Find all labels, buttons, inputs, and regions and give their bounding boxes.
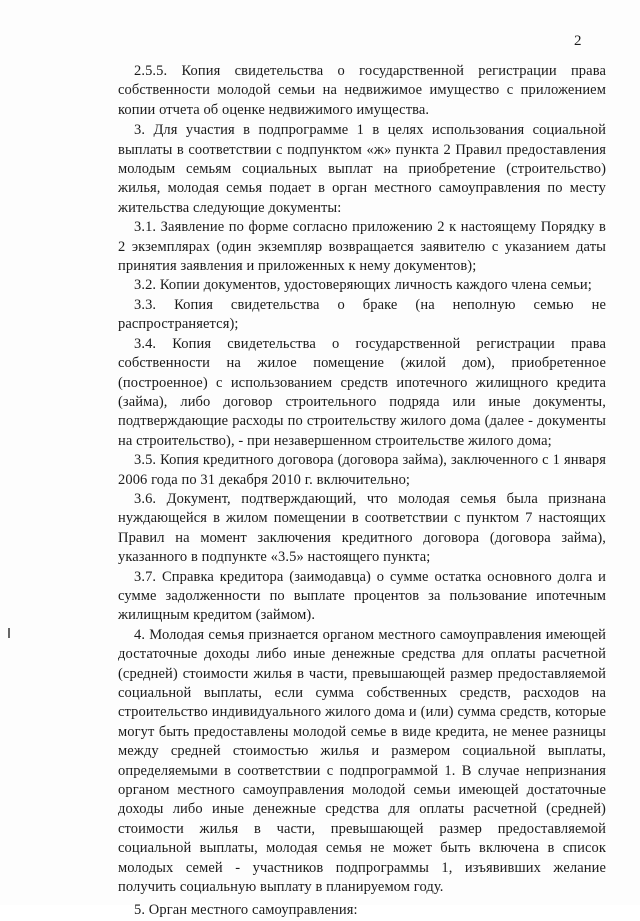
paragraph-3-5: 3.5. Копия кредитного договора (договора займа), заключенного с 1 января 2006 года по 31 декабря 2010 г. включительно;	[118, 452, 606, 488]
paragraph-3: 3. Для участия в подпрограмме 1 в целях использования социальной выплаты в соответствии с подпунктом «ж» пункта 2 Правил предоставления молодым семьям социальных выплат на приобретение (строительство) жилья, молодая семья подает в орган местного самоуправления по месту жительства следующие документы:	[118, 122, 606, 216]
paragraph-4: 4. Молодая семья признается органом местного самоуправления имеющей достаточные доходы либо иные денежные средства для оплаты расчетной (средней) стоимости жилья в части, превышающей размер предоставляемой социальной выплаты, если сумма собственных средств, расходов на строительство индивидуального жилого дома и (или) сумма средств, которые могут быть предоставлены молодой семье в виде кредита, не менее разницы между средней стоимостью жилья и размером социальной выплаты, определяемыми в соответствии с подпрограммой 1. В случае непризнания органом местного самоуправления молодой семьи имеющей достаточные доходы либо иные денежные средства для оплаты расчетной (средней) стоимости жилья в части, превышающей размер предоставляемой социальной выплаты, молодая семья не может быть включена в список молодых семей - участников подпрограммы 1, изъявивших желание получить социальную выплату в планируемом году.	[118, 626, 606, 896]
paragraph-5: 5. Орган местного самоуправления:	[134, 902, 358, 919]
paragraph-3-2: 3.2. Копии документов, удостоверяющих личность каждого члена семьи;	[134, 277, 592, 294]
paragraph-3-4: 3.4. Копия свидетельства о государственной регистрации права собственности на жилое помещение (жилой дом), приобретенное (построенное) с использованием средств ипотечного жилищного кредита (займа), либо договор строительного подряда или иные документы, подтверждающие расходы по строительству жилого дома (далее - документы на строительство), - при незавершенном строительстве жилого дома;	[118, 335, 606, 449]
paragraph-2-5-5: 2.5.5. Копия свидетельства о государственной регистрации права собственности молодой семьи на недвижимое имущество с приложением копии отчета об оценке недвижимого имущества.	[118, 63, 606, 118]
document-body	[118, 62, 606, 921]
paragraph-3-7: 3.7. Справка кредитора (заимодавца) о сумме остатка основного долга и сумме задолженности по выплате процентов за пользование ипотечным жилищным кредитом (займом).	[118, 568, 606, 624]
paragraph-3-1: 3.1. Заявление по форме согласно приложению 2 к настоящему Порядку в 2 экземплярах (один экземпляр возвращается заявителю с указанием даты принятия заявления и приложенных к нему документов);	[118, 219, 606, 275]
page-number: 2	[574, 33, 582, 49]
paragraph-3-6: 3.6. Документ, подтверждающий, что молодая семья была признана нуждающейся в жилом помещении в соответствии с пунктом 7 настоящих Правил на момент заключения кредитного договора (договора займа), указанного в подпункте «3.5» настоящего пункта;	[118, 490, 606, 566]
scan-margin-mark	[8, 628, 10, 638]
paragraph-3-3: 3.3. Копия свидетельства о браке (на неполную семью не распространяется);	[118, 296, 606, 333]
